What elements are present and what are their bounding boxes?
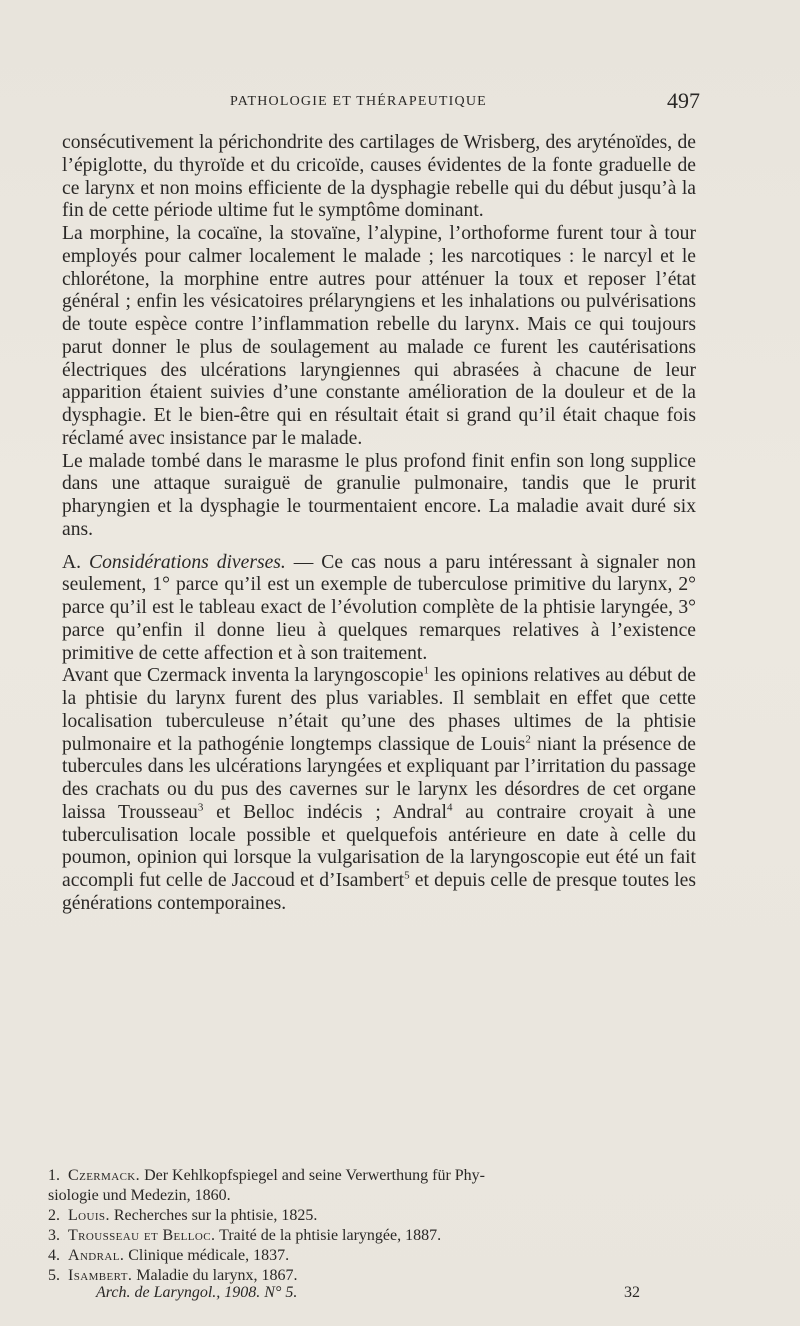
footnote: [48, 1246, 698, 1266]
footnote-author: Czermack.: [68, 1167, 141, 1184]
text-run: niant la présence de tubercules dans les ulcérations laryngées et expliquant par l’irritation du passage des crachats ou du pus des cavernes sur le larynx les désordres de cet organe laissa Trousseau: [62, 733, 696, 823]
footnote: [48, 1206, 698, 1226]
section-title: Considérations diverses.: [89, 551, 286, 573]
signature-mark: 32: [624, 1284, 640, 1301]
text-run: et Belloc indécis ; Andral: [203, 801, 447, 823]
text-run: Avant que Czermack inventa la laryngoscopie: [62, 665, 424, 687]
paragraph: consécutivement la périchondrite des cartilages de Wrisberg, des aryténoïdes, de l’épiglotte, du thyroïde et du cricoïde, causes évidentes de la fonte graduelle de ce larynx et non moins efficiente de la dysphagie rebelle qui du début jusqu’à la fin de cette période ultime fut le symptôme dominant.: [62, 132, 696, 222]
text-run: et depuis celle de presque toutes les générations contemporaines.: [62, 870, 697, 914]
paragraph: Le malade tombé dans le marasme le plus profond finit enfin son long supplice dans une attaque suraiguë de granulie pulmonaire, tandis que le prurit pharyngien et la dysphagie le tourmentaient encore. La maladie avait duré six ans.: [62, 450, 696, 540]
footnote-number: 5.: [48, 1267, 60, 1284]
section-paragraph: [62, 552, 696, 666]
footnote: [48, 1266, 698, 1286]
footnote-author: Louis.: [68, 1207, 110, 1224]
running-title: PATHOLOGIE ET THÉRAPEUTIQUE: [230, 94, 487, 109]
footnote-number: 2.: [48, 1207, 60, 1224]
section-body: — Ce cas nous a paru intéressant à signaler non seulement, 1° parce qu’il est un exemple de tuberculose primitive du larynx, 2° parce qu’il est le tableau exact de l’évolution complète de la phtisie laryngée, 3° parce qu’enfin il donne lieu à quelques remarques relatives à l’existence primitive de cette affection et à son traitement.: [62, 551, 696, 664]
running-header: [60, 88, 700, 118]
footnote-text: Der Kehlkopfspiegel and seine Verwerthung für Phy-: [140, 1167, 486, 1184]
footnote-text: Traité de la phtisie laryngée, 1887.: [215, 1227, 442, 1244]
footnote-ref: 3: [197, 801, 204, 814]
journal-citation: Arch. de Laryngol., 1908. N° 5.: [96, 1284, 298, 1301]
page-footer: [96, 1284, 640, 1302]
footnote-text: Maladie du larynx, 1867.: [132, 1267, 298, 1284]
footnote-text: Recherches sur la phtisie, 1825.: [109, 1207, 318, 1224]
footnote-number: 4.: [48, 1247, 60, 1264]
paragraph: [62, 665, 696, 915]
main-text: [62, 132, 696, 916]
footnote-ref: 5: [404, 869, 410, 882]
footnote-author: Andral.: [68, 1247, 125, 1264]
footnote: [48, 1166, 698, 1186]
footnote-text: Clinique médicale, 1837.: [124, 1247, 290, 1264]
section-lead: A.: [62, 551, 82, 573]
footnote-ref: 2: [525, 732, 531, 745]
footnotes: [48, 1166, 698, 1286]
footnote-continuation: siologie und Medezin, 1860.: [48, 1187, 231, 1204]
footnote-ref: 1: [423, 664, 430, 677]
footnote-author: Trousseau et Belloc.: [68, 1227, 216, 1244]
footnote: [48, 1226, 698, 1246]
footnote-author: Isambert.: [68, 1267, 133, 1284]
page-number: 497: [667, 88, 700, 113]
footnote-number: 3.: [48, 1227, 60, 1244]
text-run: au contraire croyait à une tuberculisation locale possible et quelquefois antérieure en date à celle du poumon, opinion qui lorsque la vulgarisation de la laryngoscopie eut été un fait accompli fut celle de Jaccoud et d’Isambert: [62, 801, 696, 891]
footnote-ref: 4: [446, 801, 453, 814]
footnote-number: 1.: [48, 1167, 60, 1184]
text-run: les opinions relatives au début de la phtisie du larynx furent des plus variables. Il semblait en effet que cette localisation tuberculeuse n’était qu’une des phases ultimes de la phtisie pulmonaire et la pathogénie longtemps classique de Louis: [62, 665, 696, 755]
paragraph: La morphine, la cocaïne, la stovaïne, l’alypine, l’orthoforme furent tour à tour employés pour calmer localement le malade ; les narcotiques : le narcyl et le chlorétone, la morphine entre autres pour atténuer la toux et reposer l’état général ; enfin les vésicatoires prélaryngiens et les inhalations ou pulvérisations de toute espèce contre l’inflammation rebelle du larynx. Mais ce qui toujours parut donner le plus de soulagement au malade ce furent les cautérisations électriques des ulcérations laryngiennes qui abrasées à chacune de leur apparition étaient suivies d’une constante amélioration de la douleur et de la dysphagie. Et le bien-être qui en résultait était si grand qu’il était chaque fois réclamé avec insistance par le malade.: [62, 223, 696, 449]
